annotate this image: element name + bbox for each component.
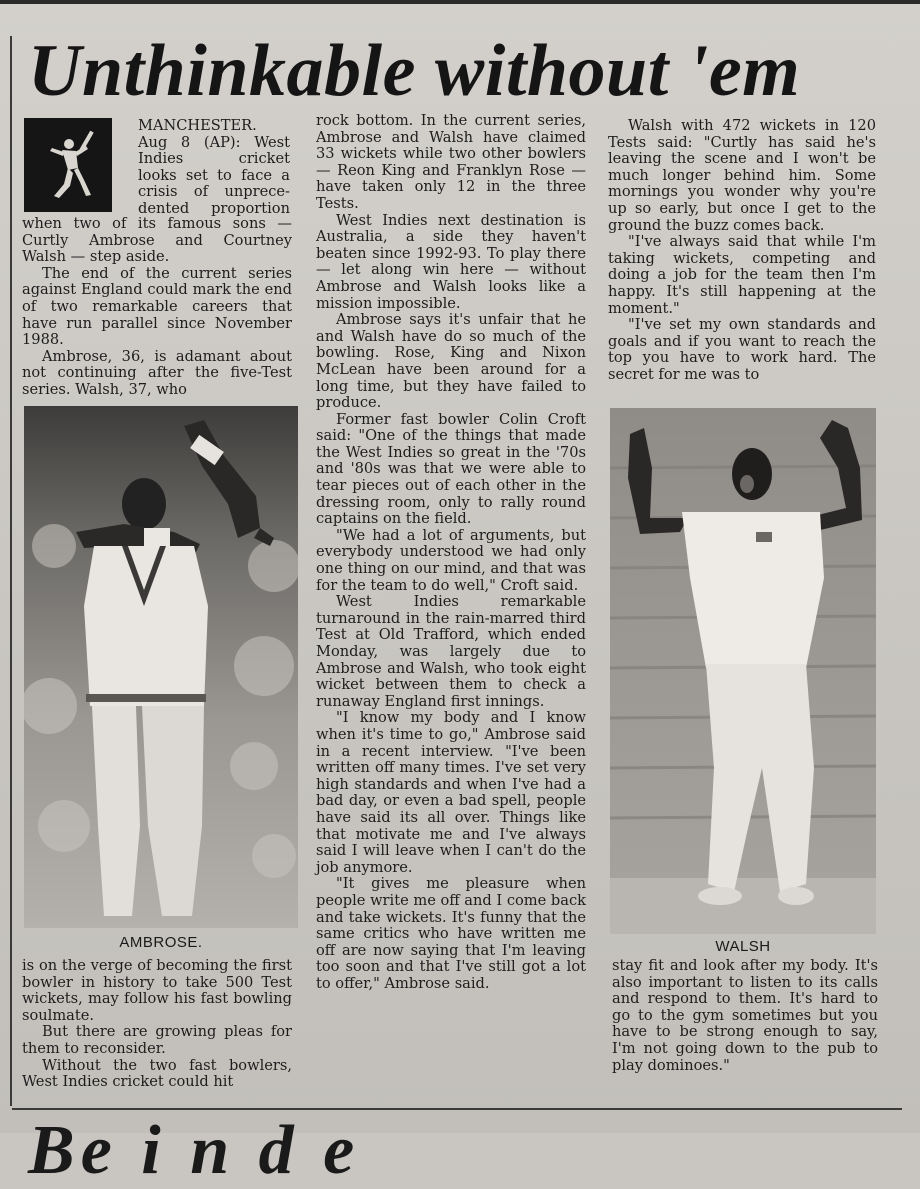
paragraph: "I've always said that while I'm taking wickets, competing and doing a job for the team then I'm happy. It's still happening at the moment." <box>608 233 876 317</box>
top-rule <box>0 0 920 4</box>
bottom-rule <box>12 1108 902 1110</box>
paragraph: stay fit and look after my body. It's also important to listen to its calls and respond to them. It's hard to go to the gym sometimes but you have to be strong enough to say, I'm not going down to the pub to play dominoes." <box>612 957 878 1074</box>
paragraph: "We had a lot of arguments, but everybody understood we had only one thing on our mind, and that was for the team to do well," Croft said. <box>316 526 586 594</box>
walsh-caption: WALSH <box>715 938 771 955</box>
ambrose-photo <box>24 406 298 928</box>
lead-line: looks set to face a <box>138 166 290 184</box>
column-1-bottom <box>22 958 292 1094</box>
walsh-photo <box>610 408 876 934</box>
dateline: MANCHESTER. <box>138 117 257 134</box>
paragraph: Ambrose says it's unfair that he and Walsh have do so much of the bowling. Rose, King and Nixon McLean have been around for a long time, but they have failed to produce. <box>316 311 586 412</box>
cricket-batsman-icon <box>24 118 112 212</box>
lead-line: Aug 8 (AP): West <box>138 133 290 151</box>
lead-line: dented proportion <box>138 199 290 217</box>
paragraph: "I know my body and I know when it's time to go," Ambrose said in a recent interview. "I've been written off many times. I've set very high standards and when I've had a bad day, or even a bad spell, people have said its all over. Things like that motivate me and I've always said I will leave when I can't do the job anymore. <box>316 709 586 876</box>
paragraph: Former fast bowler Colin Croft said: "One of the things that made the West Indies so great in the '70s and '80s was that we were able to tear pieces out of each other in the dressing room, only to rally round captains on the field. <box>316 410 586 528</box>
column-2-body <box>316 113 586 1103</box>
paragraph: West Indies next destination is Australia, a side they haven't beaten since 1992-93. To play there — let along win here — without Ambrose and Walsh looks like a mission impossible. <box>316 211 586 312</box>
column-3-top <box>608 118 876 406</box>
column-1-top <box>138 118 290 216</box>
ambrose-caption: AMBROSE. <box>119 934 203 951</box>
paragraph: Without the two fast bowlers, West Indies cricket could hit <box>22 1056 292 1091</box>
lead-line: Indies cricket <box>138 150 290 168</box>
paragraph: "It gives me pleasure when people write me off and I come back and take wickets. It's funny that the same critics who have written me off are now saying that I'm leaving too soon and that I've still got a lot to offer," Ambrose said. <box>316 875 586 992</box>
column-3-bottom <box>612 958 878 1094</box>
paragraph: "I've set my own standards and goals and if you want to reach the top you have to work hard. The secret for me was to <box>608 316 876 383</box>
left-column-rule <box>10 36 12 1106</box>
lead-line: crisis of unprece- <box>138 183 290 201</box>
article-headline: Unthinkable without 'em <box>28 30 801 112</box>
paragraph: The end of the current series against England could mark the end of two remarkable careers that have run parallel since November 1988. <box>22 264 292 349</box>
next-article-headline-fragment <box>28 1112 888 1189</box>
paragraph: rock bottom. In the current series, Ambrose and Walsh have claimed 33 wickets while two other bowlers — Reon King and Franklyn Rose — have taken only 12 in the three Tests. <box>316 112 586 212</box>
paragraph: is on the verge of becoming the first bowler in history to take 500 Test wickets, may follow his fast bowling soulmate. <box>22 957 292 1024</box>
paragraph: West Indies remarkable turnaround in the rain-marred third Test at Old Trafford, which ended Monday, was largely due to Ambrose and Walsh, who took eight wicket between them to check a runaway England first innings. <box>316 593 586 710</box>
column-1-body <box>22 216 292 402</box>
paragraph: Walsh with 472 wickets in 120 Tests said: "Curtly has said he's leaving the scene and I won't be much longer behind him. Some mornings you wonder why you're up so early, but once I get to the ground the buzz comes back. <box>608 117 876 234</box>
next-headline-text: Be i n d e <box>28 1112 361 1189</box>
paragraph: But there are growing pleas for them to reconsider. <box>22 1023 292 1057</box>
paragraph: Ambrose, 36, is adamant about not continuing after the five-Test series. Walsh, 37, who <box>22 347 292 398</box>
paragraph: when two of its famous sons — Curtly Ambrose and Courtney Walsh — step aside. <box>22 215 292 266</box>
